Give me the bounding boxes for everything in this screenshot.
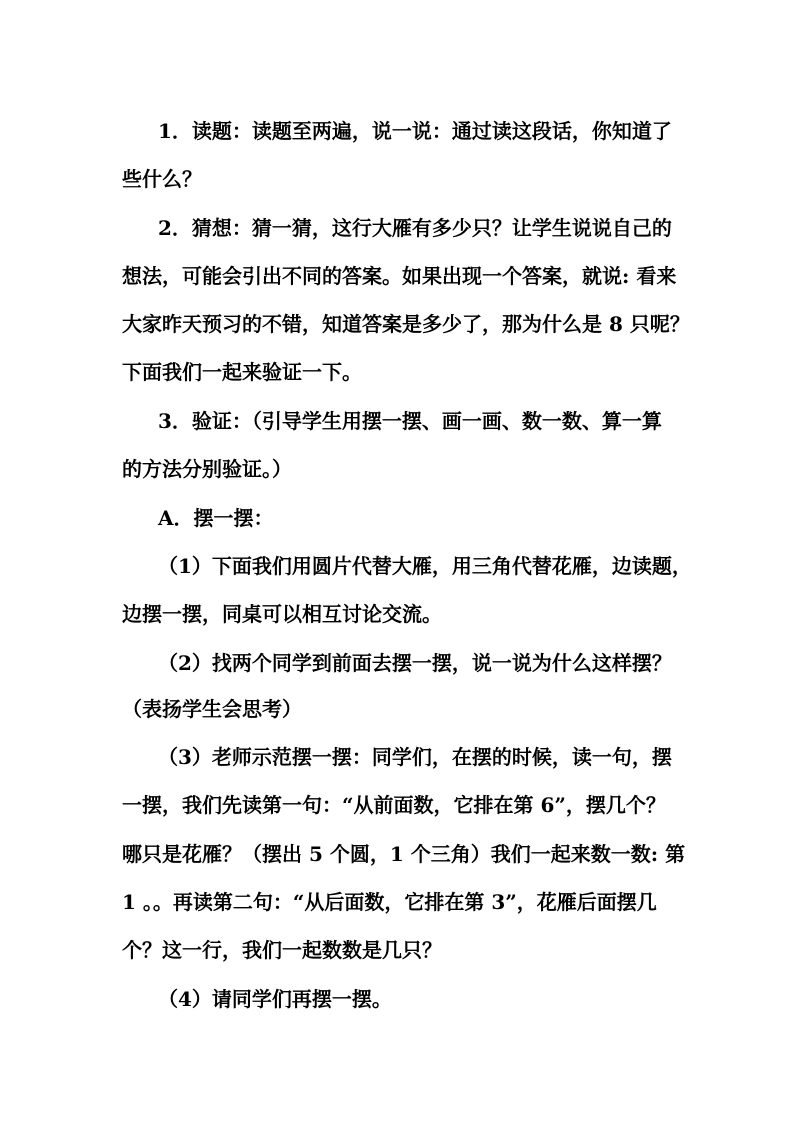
text-line-9: A．摆一摆： xyxy=(158,506,274,530)
text-line-12: （2）找两个同学到前面去摆一摆，说一说为什么这样摆？ xyxy=(158,651,672,675)
text-line-16: 哪只是花雁？（摆出 5 个圆，1 个三角）我们一起来数一数: 第 xyxy=(122,842,686,866)
text-line-3: 2．猜想：猜一猜，这行大雁有多少只？让学生说说自己的 xyxy=(158,216,672,240)
text-line-6: 下面我们一起来验证一下。 xyxy=(122,360,362,384)
text-line-11: 边摆一摆，同桌可以相互讨论交流。 xyxy=(122,602,442,626)
text-line-14: （3）老师示范摆一摆：同学们，在摆的时候，读一句，摆 xyxy=(158,745,672,769)
text-line-8: 的方法分别验证。） xyxy=(122,457,292,481)
text-line-5: 大家昨天预习的不错，知道答案是多少了，那为什么是 8 只呢？ xyxy=(122,312,690,336)
text-line-7: 3．验证：（引导学生用摆一摆、画一画、数一数、算一算 xyxy=(158,409,662,433)
text-line-2: 些什么？ xyxy=(122,167,202,191)
text-line-17: 1 。。再读第二句：“从后面数，它排在第 3”，花雁后面摆几 xyxy=(122,890,657,914)
text-line-13: （表扬学生会思考） xyxy=(122,697,302,721)
text-line-4: 想法，可能会引出不同的答案。如果出现一个答案，就说: 看来 xyxy=(122,264,677,288)
text-line-18: 个？这一行，我们一起数数是几只？ xyxy=(122,938,442,962)
text-line-19: （4）请同学们再摆一摆。 xyxy=(158,987,392,1011)
text-line-10: （1）下面我们用圆片代替大雁，用三角代替花雁，边读题， xyxy=(158,554,692,578)
text-line-15: 一摆，我们先读第一句：“从前面数，它排在第 6”，摆几个？ xyxy=(122,793,666,817)
text-line-1: 1．读题：读题至两遍，说一说：通过读这段话，你知道了 xyxy=(158,119,672,143)
